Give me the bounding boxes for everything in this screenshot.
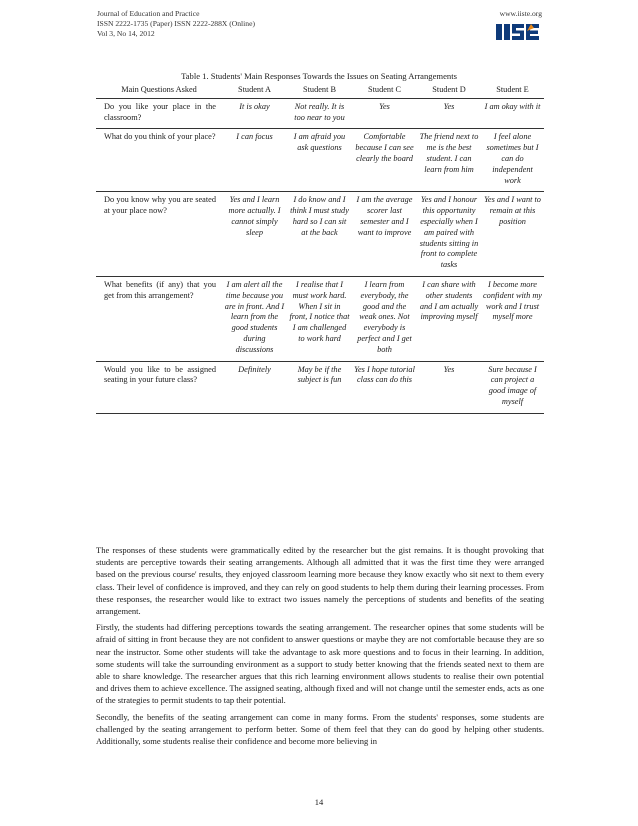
journal-issn: ISSN 2222-1735 (Paper) ISSN 2222-288X (Online) <box>97 19 255 28</box>
column-header-student-d: Student D <box>417 84 481 98</box>
column-header-question: Main Questions Asked <box>96 84 222 98</box>
table-row <box>96 361 544 413</box>
answer-cell: Definitely <box>222 361 287 413</box>
answer-cell: I can focus <box>222 129 287 192</box>
body-text <box>96 544 544 751</box>
answer-cell: Comfortable because I can see clearly the board <box>352 129 417 192</box>
question-cell: Would you like to be assigned seating in your future class? <box>96 361 222 413</box>
answer-cell: I learn from everybody, the good and the weak ones. Not everybody is perfect and I get both <box>352 276 417 361</box>
answer-cell: It is okay <box>222 98 287 129</box>
answer-cell: I do know and I think I must study hard so I can sit at the back <box>287 192 352 277</box>
table-row <box>96 129 544 192</box>
column-header-student-c: Student C <box>352 84 417 98</box>
answer-cell: Not really. It is too near to you <box>287 98 352 129</box>
answer-cell: Yes <box>352 98 417 129</box>
body-paragraph: Secondly, the benefits of the seating arrangement can come in many forms. From the students' responses, some students are challenged by the seating arrangement to perform better. Some of them feel that they can do good by helping other students. Additionally, some students realise their confidence and become more believing in <box>96 711 544 747</box>
column-header-student-e: Student E <box>481 84 544 98</box>
column-header-student-a: Student A <box>222 84 287 98</box>
column-header-student-b: Student B <box>287 84 352 98</box>
answer-cell: Yes I hope tutorial class can do this <box>352 361 417 413</box>
answer-cell: I am alert all the time because you are in front. And I learn from the good students during discussions <box>222 276 287 361</box>
body-paragraph: The responses of these students were grammatically edited by the researcher but the gist remains. It is thought provoking that students are perceptive towards their seating arrangements. Although all admitted that it was the first time they were arranged based on the previous course' results, they enjoyed classroom learning more because they know exactly who sit next to them every class. Their level of confidence is improved, and they can rely on good students to help them during their learning processes. From these responses, the researcher would like to extract two issues namely the perceptions of students and benefits of the seating arrangement. <box>96 545 544 617</box>
answer-cell: Yes <box>417 98 481 129</box>
question-cell: Do you know why you are seated at your place now? <box>96 192 222 277</box>
table-row <box>96 98 544 129</box>
table-caption: Table 1. Students' Main Responses Towards the Issues on Seating Arrangements <box>181 71 457 81</box>
page-number: 14 <box>314 797 324 807</box>
body-paragraph: Firstly, the students had differing perceptions towards the seating arrangement. The researcher opines that some students will be afraid of sitting in front because they are not confident to answer questions or maybe they are not comfortable because they are so near the instructor. Some other students will take the advantage to ask more questions and to focus in their learning. In addition, some students will take the surrounding environment as a support to study better knowing that the friends seated next to them are able to share knowledge. The researcher argues that this rich learning environment allows students to realise their own potential and drives them to achieve excellence. The assigned seating, although fixed and will not change until the semester ends, acts as one of the strategies to permit students to tap their potential. <box>96 622 544 706</box>
answer-cell: May be if the subject is fun <box>287 361 352 413</box>
answer-cell: Yes <box>417 361 481 413</box>
answer-cell: I realise that I must work hard. When I sit in front, I notice that I am challenged to work hard <box>287 276 352 361</box>
responses-table <box>96 84 544 414</box>
answer-cell: I can share with other students and I am actually improving myself <box>417 276 481 361</box>
journal-header <box>97 9 255 39</box>
table-row <box>96 192 544 277</box>
question-cell: What benefits (if any) that you get from this arrangement? <box>96 276 222 361</box>
iiste-logo <box>494 21 542 43</box>
question-cell: What do you think of your place? <box>96 129 222 192</box>
journal-url[interactable]: www.iiste.org <box>499 9 542 18</box>
answer-cell: Yes and I want to remain at this position <box>481 192 544 277</box>
answer-cell: I am afraid you ask questions <box>287 129 352 192</box>
answer-cell: Yes and I learn more actually. I cannot simply sleep <box>222 192 287 277</box>
journal-volume: Vol 3, No 14, 2012 <box>97 29 155 38</box>
answer-cell: I feel alone sometimes but I can do independent work <box>481 129 544 192</box>
answer-cell: I am the average scorer last semester and I want to improve <box>352 192 417 277</box>
table-header-row <box>96 84 544 98</box>
answer-cell: The friend next to me is the best student. I can learn from him <box>417 129 481 192</box>
journal-name: Journal of Education and Practice <box>97 9 200 18</box>
answer-cell: I am okay with it <box>481 98 544 129</box>
answer-cell: I become more confident with my work and I trust myself more <box>481 276 544 361</box>
answer-cell: Yes and I honour this opportunity especially when I am paired with students sitting in front to complete tasks <box>417 192 481 277</box>
table-row <box>96 276 544 361</box>
question-cell: Do you like your place in the classroom? <box>96 98 222 129</box>
answer-cell: Sure because I can project a good image of myself <box>481 361 544 413</box>
